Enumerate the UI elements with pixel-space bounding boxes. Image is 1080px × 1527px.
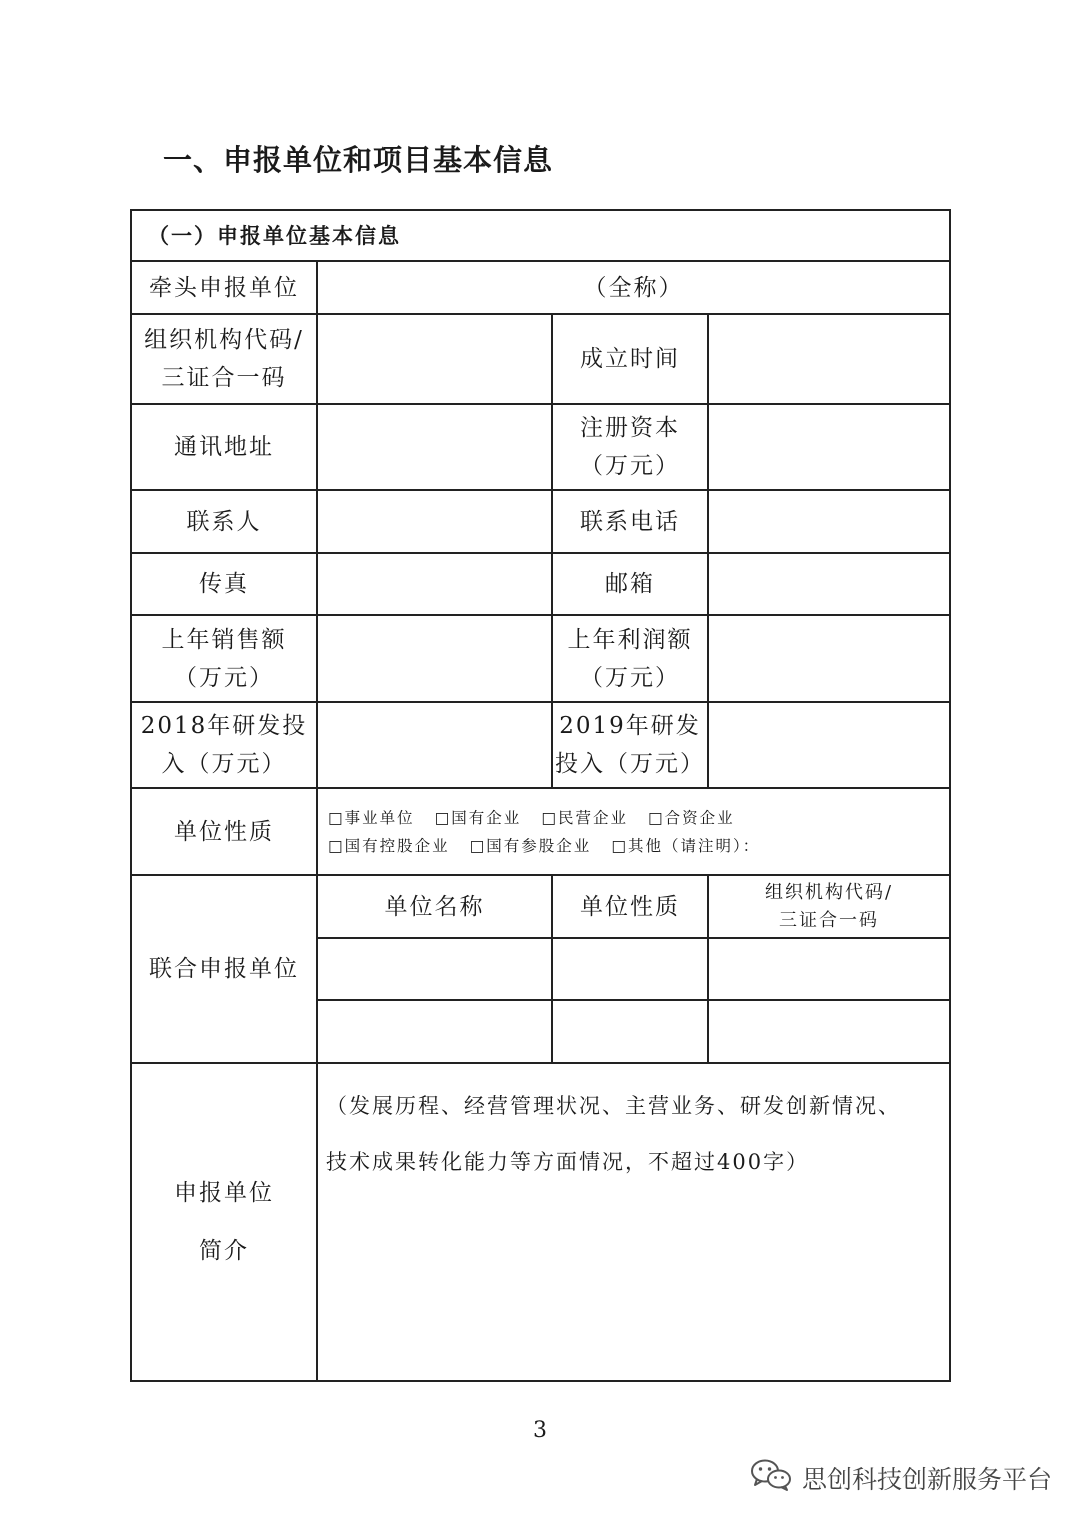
option-joint-venture[interactable]: □合资企业 xyxy=(647,808,735,827)
fax-field[interactable] xyxy=(317,553,552,615)
contact-label: 联系人 xyxy=(131,490,317,553)
lead-unit-field[interactable] xyxy=(317,261,950,314)
section-title: （一）申报单位基本信息 xyxy=(131,210,950,261)
address-field[interactable] xyxy=(317,404,552,490)
sales-field[interactable] xyxy=(317,615,552,702)
option-state-share[interactable]: □国有参股企业 xyxy=(469,836,592,855)
joint-row1-code[interactable] xyxy=(708,938,950,1000)
nature-label: 单位性质 xyxy=(131,788,317,875)
founded-label: 成立时间 xyxy=(552,314,708,404)
option-other[interactable]: □其他（请注明）： xyxy=(611,836,761,855)
joint-row2-code[interactable] xyxy=(708,1000,950,1063)
nature-options xyxy=(317,788,950,875)
joint-row1-nature[interactable] xyxy=(552,938,708,1000)
email-field[interactable] xyxy=(708,553,950,615)
application-form-table xyxy=(130,209,951,1382)
rd2018-label: 2018年研发投 入（万元） xyxy=(131,702,317,788)
page-number: 3 xyxy=(533,1418,547,1443)
joint-col-nature: 单位性质 xyxy=(552,875,708,938)
capital-label: 注册资本 （万元） xyxy=(552,404,708,490)
capital-field[interactable] xyxy=(708,404,950,490)
option-public-institution[interactable]: □事业单位 xyxy=(328,808,415,827)
lead-unit-label: 牵头申报单位 xyxy=(131,261,317,314)
org-code-label: 组织机构代码/ 三证合一码 xyxy=(131,314,317,404)
joint-row2-name[interactable] xyxy=(317,1000,552,1063)
contact-field[interactable] xyxy=(317,490,552,553)
lead-unit-hint: （全称） xyxy=(583,274,684,301)
option-state-holding[interactable]: □国有控股企业 xyxy=(328,836,450,855)
fax-label: 传真 xyxy=(131,553,317,615)
intro-label: 申报单位 简介 xyxy=(131,1063,317,1381)
page-heading: 一、申报单位和项目基本信息 xyxy=(163,143,554,177)
watermark xyxy=(750,1458,1052,1498)
joint-unit-label: 联合申报单位 xyxy=(131,875,317,1063)
joint-col-name: 单位名称 xyxy=(317,875,552,938)
rd2018-field[interactable] xyxy=(317,702,552,788)
phone-label: 联系电话 xyxy=(552,490,708,553)
intro-hint-line-2: 技术成果转化能力等方面情况，不超过400字） xyxy=(326,1150,810,1174)
phone-field[interactable] xyxy=(708,490,950,553)
option-private[interactable]: □民营企业 xyxy=(541,808,628,827)
joint-col-code: 组织机构代码/ 三证合一码 xyxy=(708,875,950,938)
option-state-owned[interactable]: □国有企业 xyxy=(434,808,522,827)
founded-field[interactable] xyxy=(708,314,950,404)
watermark-text: 思创科技创新服务平台 xyxy=(801,1465,1052,1494)
wechat-icon xyxy=(750,1458,792,1498)
joint-row2-nature[interactable] xyxy=(552,1000,708,1063)
joint-row1-name[interactable] xyxy=(317,938,552,1000)
rd2019-field[interactable] xyxy=(708,702,950,788)
rd2019-label: 2019年研发 投入（万元） xyxy=(552,702,708,788)
profit-field[interactable] xyxy=(708,615,950,702)
address-label: 通讯地址 xyxy=(131,404,317,490)
email-label: 邮箱 xyxy=(552,553,708,615)
sales-label: 上年销售额 （万元） xyxy=(131,615,317,702)
intro-field[interactable] xyxy=(317,1063,950,1381)
intro-hint-line-1: （发展历程、经营管理状况、主营业务、研发创新情况、 xyxy=(326,1094,901,1118)
org-code-field[interactable] xyxy=(317,314,552,404)
profit-label: 上年利润额 （万元） xyxy=(552,615,708,702)
